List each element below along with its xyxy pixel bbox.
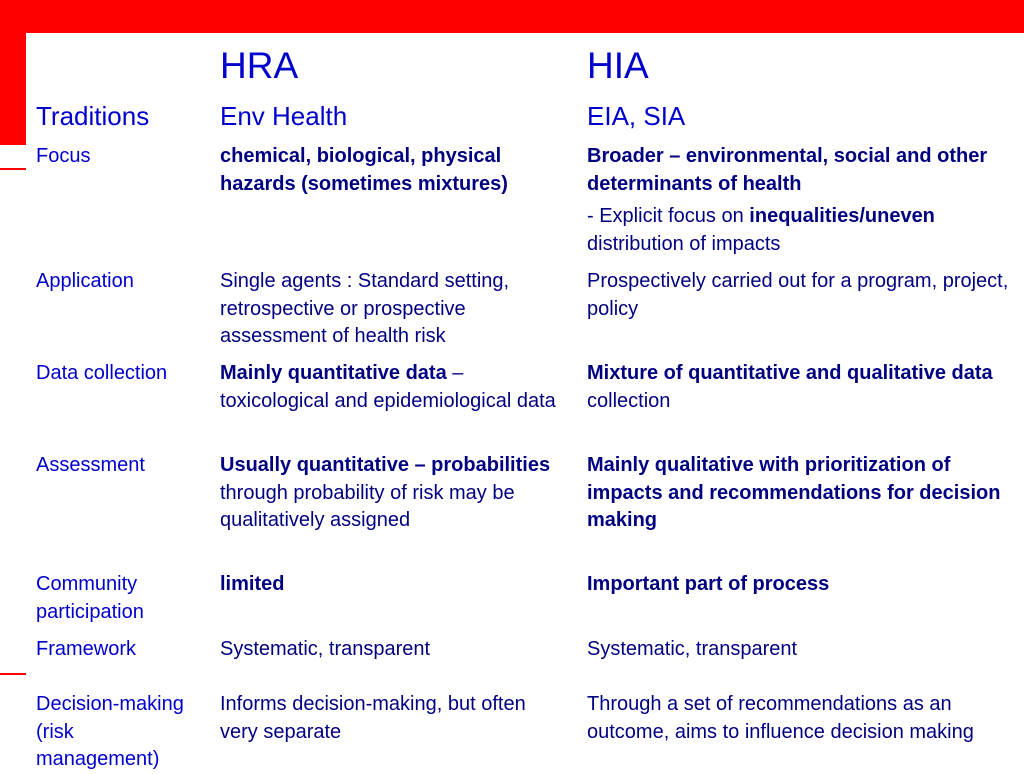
- data-collection-hia-bold: Mixture of quantitative and qualitative data: [587, 362, 993, 384]
- focus-hia-detail-text: - Explicit focus on: [587, 205, 750, 227]
- traditions-hra: Env Health: [220, 101, 348, 131]
- focus-hia-detail-text-2: distribution of impacts: [587, 232, 781, 255]
- framework-hra: Systematic, transparent: [220, 638, 431, 660]
- assessment-hra-bold: Usually quantitative – probabilities: [220, 454, 551, 476]
- red-tick-mark: [0, 673, 26, 675]
- application-hia: Prospectively carried out for a program, project, policy: [587, 270, 1009, 320]
- data-collection-hia-text: collection: [587, 389, 671, 412]
- red-left-bar: [0, 0, 26, 145]
- data-collection-hra: [220, 360, 565, 415]
- decision-hra: Informs decision-making, but often very separate: [220, 693, 526, 743]
- row-label-community-participation: Community participation: [36, 573, 144, 623]
- assessment-hra-text: through probability of risk may be qualitatively assigned: [220, 481, 515, 531]
- focus-hra-bold: chemical, biological, physical hazards (sometimes mixtures): [220, 145, 508, 195]
- row-label-assessment: Assessment: [36, 454, 145, 476]
- data-collection-hra-bold: Mainly quantitative data: [220, 362, 447, 384]
- focus-hia-detail: [587, 203, 1017, 258]
- decision-hia: Through a set of recommendations as an outcome, aims to influence decision making: [587, 693, 974, 743]
- row-label-decision-making: Decision-making (risk management): [36, 693, 184, 770]
- assessment-hia-bold: Mainly qualitative with prioritization of impacts and recommendations for decision making: [587, 454, 1001, 531]
- column-header-hra: HRA: [220, 45, 299, 86]
- focus-hra: [220, 143, 565, 198]
- assessment-hia: [587, 452, 1017, 535]
- community-hia: [587, 571, 1017, 599]
- row-label-framework: Framework: [36, 638, 137, 660]
- application-hra: Single agents : Standard setting, retrospective or prospective assessment of health risk: [220, 270, 510, 347]
- data-collection-hia: [587, 360, 1017, 415]
- framework-hia: Systematic, transparent: [587, 638, 798, 660]
- focus-hia: [587, 143, 1017, 198]
- data-collection-hra-text: – toxicological and epidemiological data: [220, 362, 556, 412]
- community-hia-bold: Important part of process: [587, 573, 830, 595]
- row-label-focus: Focus: [36, 145, 91, 167]
- column-header-hia: HIA: [587, 45, 649, 86]
- row-label-application: Application: [36, 270, 134, 292]
- focus-hia-bold: Broader – environmental, social and other determinants of health: [587, 145, 988, 195]
- traditions-hia: EIA, SIA: [587, 101, 686, 131]
- row-label-data-collection: Data collection: [36, 362, 168, 384]
- red-tick-mark: [0, 168, 26, 170]
- assessment-hra: [220, 452, 565, 535]
- community-hra: [220, 571, 565, 599]
- community-hra-bold: limited: [220, 573, 285, 595]
- red-top-bar: [0, 0, 1024, 33]
- focus-hia-detail-bold: inequalities/uneven: [749, 205, 935, 227]
- row-label-traditions: Traditions: [36, 101, 150, 131]
